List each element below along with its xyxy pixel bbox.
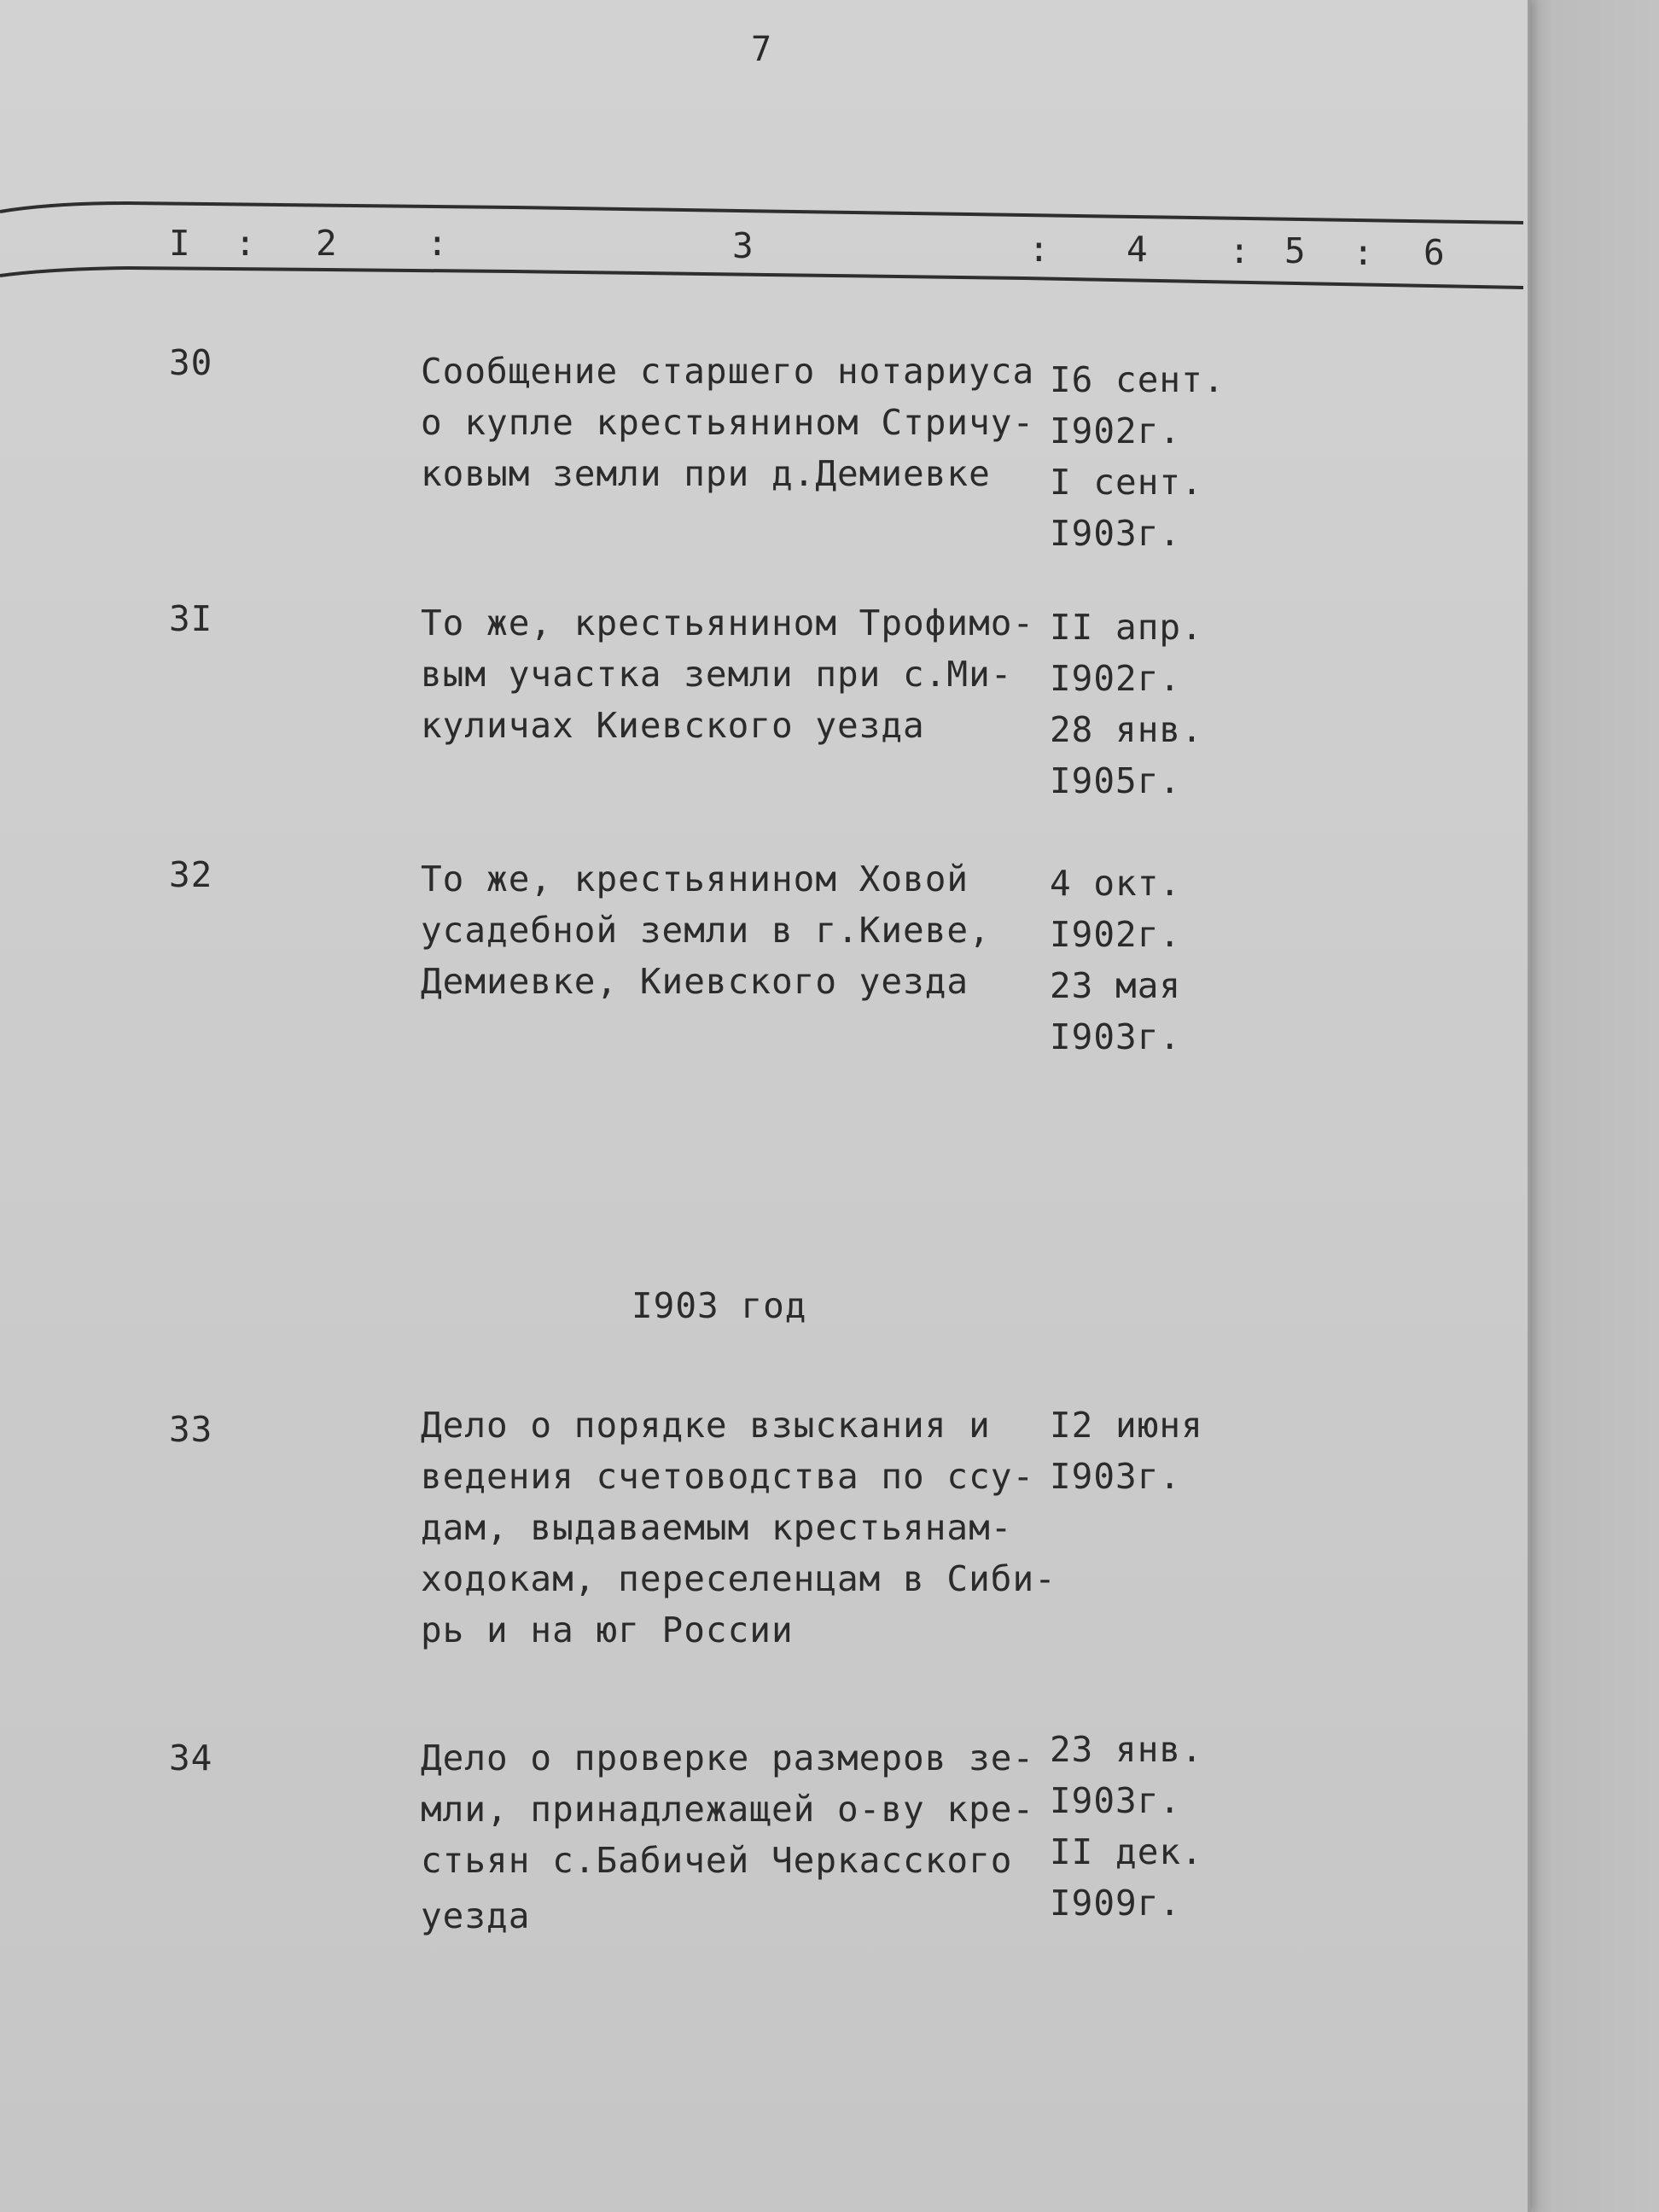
column-separator: :: [1229, 230, 1251, 271]
entry-date-line: I903г.: [1050, 1780, 1182, 1821]
entry-date-line: I902г.: [1050, 914, 1182, 955]
page-number: 7: [751, 30, 773, 69]
entry-date-line: I сент.: [1050, 462, 1203, 503]
entry-date-line: II апр.: [1050, 607, 1203, 648]
entry-description-line: усадебной земли в г.Киеве,: [421, 910, 991, 951]
entry-description-line: дам, выдаваемым крестьянам-: [421, 1507, 1013, 1548]
entry-date-line: I902г.: [1050, 658, 1182, 699]
entry-description-line: вым участка земли при с.Ми-: [421, 654, 1013, 695]
entry-date-line: 23 янв.: [1050, 1729, 1203, 1770]
entry-description-line: То же, крестьянином Трофимо-: [421, 602, 1035, 643]
entry-date-line: 4 окт.: [1050, 863, 1182, 904]
column-header-3: 3: [732, 225, 754, 266]
header-top-rule: [0, 203, 1523, 223]
column-separator: :: [427, 223, 449, 264]
column-header-1: I: [169, 223, 191, 264]
entry-date-line: 23 мая: [1050, 965, 1182, 1006]
entry-description-line: куличах Киевского уезда: [421, 705, 925, 746]
column-header-2: 2: [316, 223, 338, 264]
entry-date-line: I903г.: [1050, 1456, 1182, 1497]
entry-date-line: I6 сент.: [1050, 359, 1225, 400]
column-separator: :: [1353, 232, 1375, 273]
entry-description-line: ведения счетоводства по ссу-: [421, 1456, 1035, 1497]
entry-description-line: стьян с.Бабичей Черкасского: [421, 1840, 1013, 1881]
entry-number: 30: [169, 342, 213, 383]
entry-description-line: мли, принадлежащей о-ву кре-: [421, 1789, 1035, 1830]
header-rules: [0, 0, 1528, 341]
entry-date-line: II дек.: [1050, 1831, 1203, 1872]
entry-description-line: Сообщение старшего нотариуса: [421, 351, 1035, 392]
entry-description-line: Демиевке, Киевского уезда: [421, 961, 969, 1002]
entry-date-line: I902г.: [1050, 410, 1182, 451]
entry-description-line: Дело о порядке взыскания и: [421, 1405, 991, 1446]
column-header-6: 6: [1423, 232, 1446, 273]
column-header-5: 5: [1284, 230, 1307, 271]
entry-date-line: I903г.: [1050, 1016, 1182, 1057]
entry-description-line: о купле крестьянином Стричу-: [421, 402, 1035, 443]
column-separator: :: [235, 223, 257, 264]
column-header-4: 4: [1126, 229, 1149, 270]
entry-date-line: I903г.: [1050, 513, 1182, 554]
entry-number: 34: [169, 1738, 213, 1778]
entry-number: 3I: [169, 598, 213, 639]
entry-description-line: рь и на юг России: [421, 1610, 794, 1650]
column-separator: :: [1028, 229, 1051, 270]
entry-number: 33: [169, 1409, 213, 1450]
section-heading-year: I903 год: [632, 1285, 807, 1326]
entry-description-line: уезда: [421, 1895, 531, 1936]
entry-date-line: 28 янв.: [1050, 709, 1203, 750]
entry-date-line: I905г.: [1050, 760, 1182, 801]
entry-description-line: Дело о проверке размеров зе-: [421, 1738, 1035, 1778]
entry-number: 32: [169, 854, 213, 895]
entry-description-line: То же, крестьянином Ховой: [421, 859, 969, 899]
entry-description-line: ходокам, переселенцам в Сиби-: [421, 1558, 1057, 1599]
entry-description-line: ковым земли при д.Демиевке: [421, 453, 991, 494]
entry-date-line: I909г.: [1050, 1883, 1182, 1924]
underlying-page-edge: [1528, 0, 1659, 2212]
entry-date-line: I2 июня: [1050, 1405, 1203, 1446]
